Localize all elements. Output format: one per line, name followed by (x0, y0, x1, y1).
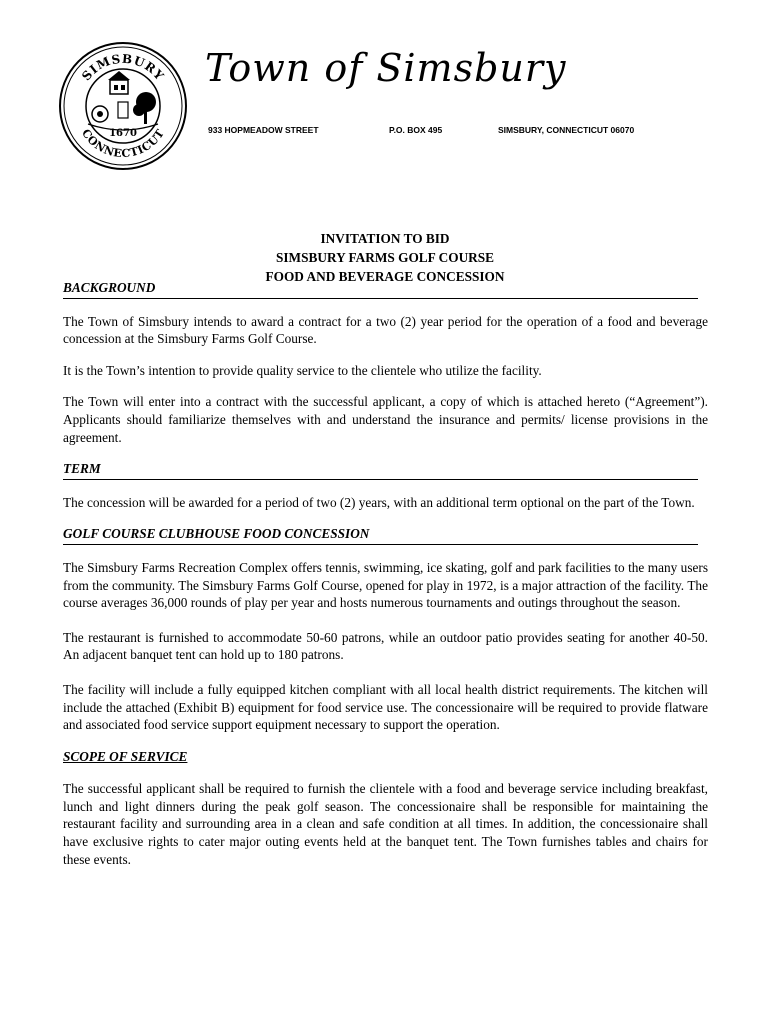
section-heading-term: TERM (63, 460, 698, 480)
city-state-zip: SIMSBURY, CONNECTICUT 06070 (498, 125, 635, 135)
clubhouse-paragraph-1: The Simsbury Farms Recreation Complex offers tennis, swimming, ice skating, golf and park facilities to the many users from the community. The Simsbury Farms Golf Course, opened for play in 1972, is a major attraction of the facility. The course averages 36,000 rounds of play per year and hosts numerous tournaments and outings throughout the season. (63, 559, 708, 611)
term-paragraph-1: The concession will be awarded for a period of two (2) years, with an additional term optional on the part of the Town. (63, 494, 695, 510)
clubhouse-paragraph-3: The facility will include a fully equipped kitchen compliant with all local health district requirements. The kitchen will include the attached (Exhibit B) equipment for food service use. The concessionaire will be required to provide flatware and associated food service support equipment necessary to support the operation. (63, 681, 708, 733)
town-title: Town of Simsbury (205, 46, 567, 90)
clubhouse-paragraph-2: The restaurant is furnished to accommodate 50-60 patrons, while an outdoor patio provides seating for another 40-50. An adjacent banquet tent can hold up to 180 patrons. (63, 629, 708, 663)
town-seal-logo (58, 40, 188, 172)
svg-text:SIMSBURY: SIMSBURY (79, 51, 167, 84)
document-body (63, 279, 708, 868)
street-address: 933 HOPMEADOW STREET (208, 125, 319, 135)
document-title (0, 229, 770, 286)
title-line-3: FOOD AND BEVERAGE CONCESSION (265, 269, 505, 284)
svg-text:1670: 1670 (109, 128, 137, 139)
section-heading-scope: SCOPE OF SERVICE (63, 748, 188, 764)
background-paragraph-1: The Town of Simsbury intends to award a contract for a two (2) year period for the operation of a food and beverage concession at the Simsbury Farms Golf Course. (63, 313, 708, 347)
section-heading-background: BACKGROUND (63, 279, 698, 299)
title-line-1: INVITATION TO BID (320, 231, 450, 246)
title-line-2: SIMSBURY FARMS GOLF COURSE (275, 250, 495, 265)
background-paragraph-2: It is the Town’s intention to provide quality service to the clientele who utilize the facility. (63, 362, 542, 378)
po-box: P.O. BOX 495 (389, 125, 443, 135)
svg-text:CONNECTICUT: CONNECTICUT (78, 126, 168, 161)
background-paragraph-3: The Town will enter into a contract with the successful applicant, a copy of which is attached hereto (“Agreement”). Applicants should familiarize themselves with and understand the insurance and permits/ license provisions in the agreement. (63, 394, 708, 445)
section-heading-clubhouse: GOLF COURSE CLUBHOUSE FOOD CONCESSION (63, 525, 698, 545)
scope-paragraph-1: The successful applicant shall be required to furnish the clientele with a food and beverage service including breakfast, lunch and light dinners during the peak golf season. The concessionaire shall be responsible for maintaining the restaurant facility and surrounding area in a clean and safe condition at all times. In addition, the concessionaire shall have exclusive rights to cater major outing events held at the banquet tent. The Town furnishes tables and chairs for these events. (63, 781, 708, 867)
